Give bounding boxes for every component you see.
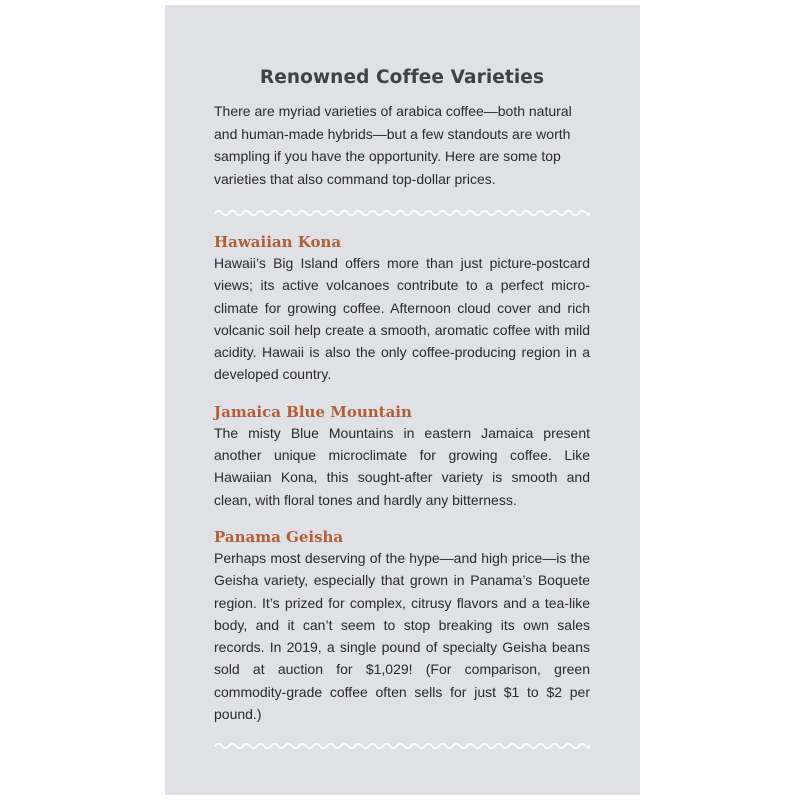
section-hawaiian-kona <box>214 232 590 386</box>
panel-content <box>214 67 590 753</box>
section-body: Hawaii’s Big Island offers more than just picture-postcard views; its active volcanoes contribute to a perfect micro-climate for growing coffee. Afternoon cloud cover and rich volcanic soil help create a smooth, aromatic coffee with mild acidity. Hawaii is also the only coffee-producing region in a developed country. <box>214 255 590 383</box>
wavy-divider-bottom <box>214 739 590 753</box>
intro-paragraph: There are myriad varieties of arabica coffee—both natural and human-made hybrids—but a few standouts are worth sampling if you have the opportunity. Here are some top varieties that also command top-dollar prices. <box>214 103 572 187</box>
sidebar-panel <box>165 5 640 795</box>
section-panama-geisha <box>214 527 590 725</box>
page-title: Renowned Coffee Varieties <box>259 67 545 88</box>
section-heading: Hawaiian Kona <box>214 233 342 251</box>
wavy-divider-top <box>214 206 590 220</box>
section-heading: Jamaica Blue Mountain <box>214 402 412 421</box>
section-body: Perhaps most deserving of the hype—and high price—is the Geisha variety, especially that grown in Panama’s Boquete region. It’s prized for complex, citrusy flavors and a tea-like body, and it can’t seem to stop breaking its own sales records. In 2019, a single pound of specialty Geisha beans sold at auction for $1,029! (For comparison, green commodity-grade coffee often sells for just $1 to $2 per pound.) <box>214 549 590 723</box>
section-jamaica-blue-mountain <box>214 402 590 511</box>
section-body: The misty Blue Mountains in eastern Jamaica present another unique microclimate for growing coffee. Like Hawaiian Kona, this sought-after variety is smooth and clean, with floral tones and hardly any bitterness. <box>214 424 590 508</box>
section-heading: Panama Geisha <box>214 527 344 546</box>
